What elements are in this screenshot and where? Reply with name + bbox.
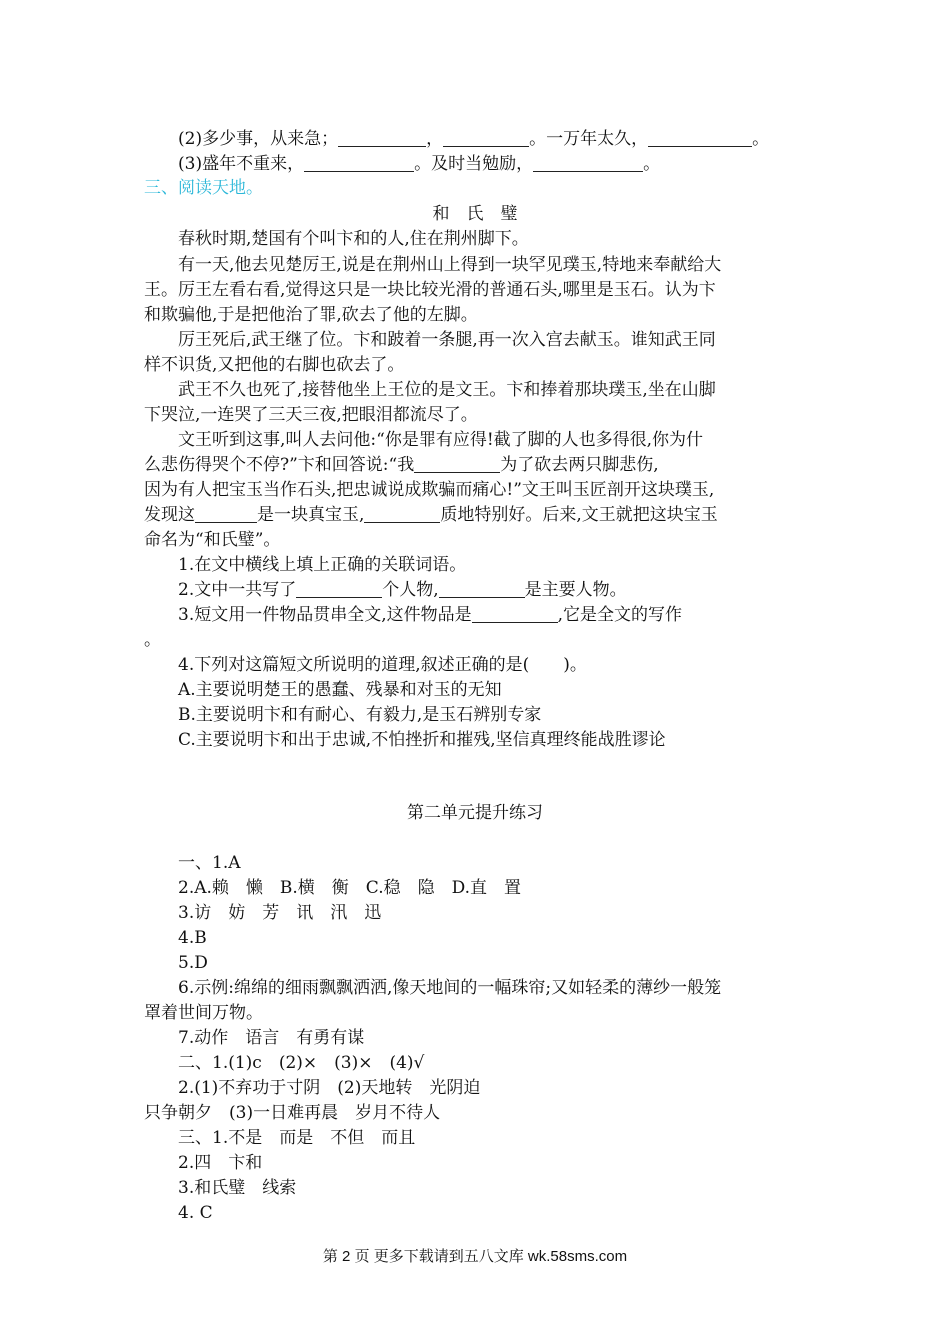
question-2: 2.文中一共写了 个人物, 是主要人物。 [178,580,627,600]
answer-blank [364,506,440,523]
answer-line: 6.示例:绵绵的细雨飘飘洒洒,像天地间的一幅珠帘;又如轻柔的薄纱一般笼 [178,978,722,998]
passage-line: 因为有人把宝玉当作石头,把忠诚说成欺骗而痛心!”文王叫玉匠剖开这块璞玉, [144,480,715,500]
passage-title: 和 氏 璧 [432,204,518,224]
answer-line: 二、1.(1)c (2)× (3)× (4)√ [178,1053,425,1073]
answer-line: 2.A.赖 懒 B.横 衡 C.稳 隐 D.直 置 [178,878,522,898]
poem-question-3: (3)盛年不重来， 。及时当勉励， 。 [178,154,661,174]
answer-line: 一、1.A [178,853,241,873]
answer-blank [439,581,525,598]
answer-blank [296,581,382,598]
section-heading: 三、阅读天地。 [144,178,263,198]
passage-line: 春秋时期,楚国有个叫卞和的人,住在荆州脚下。 [178,229,529,249]
passage-line: 厉王死后,武王继了位。卞和跛着一条腿,再一次入宫去献玉。谁知武王同 [178,330,716,350]
answer-line: 只争朝夕 (3)一日难再晨 岁月不待人 [144,1103,441,1123]
question-4: 4.下列对这篇短文所说明的道理,叙述正确的是( )。 [178,655,587,675]
passage-line: 文王听到这事,叫人去问他:“你是罪有应得!截了脚的人也多得很,你为什 [178,430,704,450]
passage-line: 么悲伤得哭个不停?”卞和回答说:“我 为了砍去两只脚悲伤, [144,455,659,475]
passage-line: 命名为“和氏璧”。 [144,530,281,550]
answer-line: 2.(1)不弃功于寸阴 (2)天地转 光阴迫 [178,1078,481,1098]
option-b: B.主要说明卞和有耐心、有毅力,是玉石辨别专家 [178,705,542,725]
question-3-end: 。 [144,630,161,650]
question-3: 3.短文用一件物品贯串全文,这件物品是 ,它是全文的写作 [178,605,683,625]
passage-line: 下哭泣,一连哭了三天三夜,把眼泪都流尽了。 [144,405,478,425]
answer-blank [472,606,558,623]
answer-blank [648,130,752,147]
answer-line: 2.四 卞和 [178,1153,263,1173]
answer-line: 5.D [178,953,208,973]
answer-blank [338,130,426,147]
answer-line: 7.动作 语言 有勇有谋 [178,1028,365,1048]
option-a: A.主要说明楚王的愚蠢、残暴和对玉的无知 [178,680,502,700]
answer-line: 3.和氏璧 线索 [178,1178,297,1198]
answer-line: 三、1.不是 而是 不但 而且 [178,1128,416,1148]
answer-blank [304,155,414,172]
passage-line: 和欺骗他,于是把他治了罪,砍去了他的左脚。 [144,305,478,325]
passage-line: 样不识货,又把他的右脚也砍去了。 [144,355,405,375]
answer-line: 罩着世间万物。 [144,1003,263,1023]
passage-line: 武王不久也死了,接替他坐上王位的是文王。卞和捧着那块璞玉,坐在山脚 [178,380,716,400]
answer-blank [195,506,257,523]
passage-line: 王。厉王左看右看,觉得这只是一块比较光滑的普通石头,哪里是玉石。认为卞 [144,280,716,300]
answer-blank [443,130,529,147]
answer-blank [414,456,500,473]
passage-line: 有一天,他去见楚厉王,说是在荆州山上得到一块罕见璞玉,特地来奉献给大 [178,255,722,275]
page-footer: 第 2 页 更多下载请到五八文库 wk.58sms.com [322,1248,628,1265]
passage-line: 发现这 是一块真宝玉, 质地特别好。后来,文王就把这块宝玉 [144,505,718,525]
poem-question-2: (2)多少事，从来急； ， 。一万年太久， 。 [178,129,770,149]
answer-line: 3.访 妨 芳 讯 汛 迅 [178,903,382,923]
question-1: 1.在文中横线上填上正确的关联词语。 [178,555,467,575]
option-c: C.主要说明卞和出于忠诚,不怕挫折和摧残,坚信真理终能战胜谬论 [178,730,666,750]
answer-line: 4. C [178,1203,213,1223]
answer-blank [533,155,643,172]
answers-title: 第二单元提升练习 [407,803,543,823]
answer-line: 4.B [178,928,207,948]
